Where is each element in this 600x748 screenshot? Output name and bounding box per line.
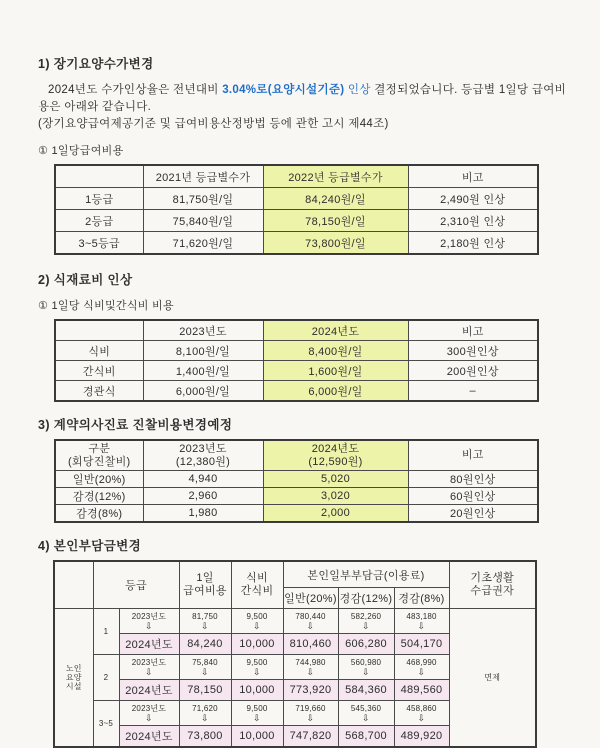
header-line: 1일 bbox=[196, 572, 214, 584]
row-label: 1등급 bbox=[55, 188, 143, 210]
header-grade: 등급 bbox=[93, 561, 179, 609]
section1-title: 1) 장기요양수가변경 bbox=[38, 57, 154, 71]
facility-line: 노인 bbox=[65, 664, 82, 673]
value-2024: 3,020 bbox=[263, 488, 408, 505]
header-2024: 2024년도 bbox=[263, 320, 408, 341]
year-cell: 2024년도 bbox=[119, 680, 179, 701]
value-2021: 75,840원/일 bbox=[143, 210, 263, 232]
row-label: 경관식 bbox=[55, 381, 143, 402]
value-daily: 75,840 ⇩ bbox=[179, 655, 231, 680]
value-2023: 8,100원/일 bbox=[143, 341, 263, 361]
value-remark: 2,310원 인상 bbox=[408, 210, 538, 232]
table-row-grade3to5 bbox=[55, 232, 538, 255]
header-remark: 비고 bbox=[408, 165, 538, 188]
header-line: (12,380원) bbox=[175, 455, 231, 468]
value-general20: 780,440 ⇩ bbox=[283, 609, 338, 634]
section1-note: (장기요양급여제공기준 및 급여비용산정방법 등에 관한 고시 제44조) bbox=[38, 118, 389, 130]
value-remark: 60원인상 bbox=[408, 488, 538, 505]
header-copayment: 본인일부부담금(이용료) bbox=[283, 561, 449, 588]
table-row-reduced12 bbox=[55, 488, 538, 505]
row-label: 2등급 bbox=[55, 210, 143, 232]
header-line: 급여비용 bbox=[183, 585, 227, 597]
value-reduced8: 489,560 bbox=[394, 680, 449, 701]
value-general20: 810,460 bbox=[283, 634, 338, 655]
section-care-fee-change bbox=[38, 54, 570, 255]
value-2021: 81,750원/일 bbox=[143, 188, 263, 210]
header-general20: 일반(20%) bbox=[283, 588, 338, 609]
header-line: 수급권자 bbox=[470, 585, 515, 597]
row-label: 식비 bbox=[55, 341, 143, 361]
header-2023 bbox=[143, 440, 263, 471]
year-label: 2023년도 bbox=[131, 657, 167, 667]
value-general20: 719,660 ⇩ bbox=[283, 701, 338, 726]
down-arrow-icon: ⇩ bbox=[417, 666, 426, 677]
value-2023: 1,980 bbox=[143, 505, 263, 523]
header-line: 식비 bbox=[246, 572, 268, 584]
table-row-meal bbox=[55, 341, 538, 361]
table-header-row bbox=[55, 440, 538, 471]
year-cell bbox=[119, 609, 179, 634]
down-arrow-icon: ⇩ bbox=[362, 620, 370, 631]
year-cell bbox=[119, 701, 179, 726]
row-label: 감경(8%) bbox=[55, 505, 143, 523]
copayment-table bbox=[53, 560, 537, 748]
value-daily: 78,150 bbox=[179, 680, 231, 701]
section1-sublabel: ① 1일당급여비용 bbox=[38, 145, 124, 157]
value-meal: 10,000 bbox=[231, 726, 283, 748]
header-2024 bbox=[263, 440, 408, 471]
section-copayment-change bbox=[38, 536, 570, 748]
value-daily: 81,750 ⇩ bbox=[179, 609, 231, 634]
facility-line: 요양 bbox=[65, 673, 82, 682]
section3-title: 3) 계약의사진료 진찰비용변경예정 bbox=[38, 418, 233, 432]
table-header-row1 bbox=[54, 561, 536, 588]
down-arrow-icon: ⇩ bbox=[253, 620, 261, 631]
value-remark: 2,490원 인상 bbox=[408, 188, 538, 210]
header-meal-snack bbox=[231, 561, 283, 609]
header-remark: 비고 bbox=[408, 440, 538, 471]
value-meal: 9,500 ⇩ bbox=[231, 655, 283, 680]
value-2024: 5,020 bbox=[263, 471, 408, 488]
value-remark: 20원인상 bbox=[408, 505, 538, 523]
header-2022: 2022년 등급별수가 bbox=[263, 165, 408, 188]
section1-paragraph-line1 bbox=[38, 82, 570, 99]
increase-highlight: 인상 bbox=[344, 84, 371, 96]
value-remark: 200원인상 bbox=[408, 361, 538, 381]
year-cell bbox=[119, 655, 179, 680]
value-2024: 6,000원/일 bbox=[263, 381, 408, 402]
value-reduced8: 458,860 ⇩ bbox=[394, 701, 449, 726]
down-arrow-icon: ⇩ bbox=[201, 666, 209, 677]
value-reduced12: 584,360 bbox=[338, 680, 394, 701]
down-arrow-icon: ⇩ bbox=[306, 712, 315, 723]
value-general20: 747,820 bbox=[283, 726, 338, 748]
table-row-grade1 bbox=[55, 188, 538, 210]
section2-title: 2) 식재료비 인상 bbox=[38, 273, 133, 287]
facility-label bbox=[54, 609, 93, 748]
value-2023: 1,400원/일 bbox=[143, 361, 263, 381]
value-remark: – bbox=[408, 381, 538, 402]
value-2023: 2,960 bbox=[143, 488, 263, 505]
value-reduced12: 568,700 bbox=[338, 726, 394, 748]
header-line: (12,590원) bbox=[308, 455, 363, 468]
grade-cell: 2 bbox=[93, 655, 119, 701]
header-remark: 비고 bbox=[408, 320, 538, 341]
value-reduced8: 504,170 bbox=[394, 634, 449, 655]
header-category bbox=[55, 440, 143, 471]
value-2021: 71,620원/일 bbox=[143, 232, 263, 255]
value-reduced8: 468,990 ⇩ bbox=[394, 655, 449, 680]
header-empty bbox=[54, 561, 93, 609]
down-arrow-icon: ⇩ bbox=[362, 712, 370, 723]
value-2023: 6,000원/일 bbox=[143, 381, 263, 402]
rate-highlight: 3.04%로(요양시설기준) bbox=[222, 84, 345, 96]
value-reduced8: 489,920 bbox=[394, 726, 449, 748]
down-arrow-icon: ⇩ bbox=[201, 712, 209, 723]
value-daily: 73,800 bbox=[179, 726, 231, 748]
down-arrow-icon: ⇩ bbox=[417, 712, 426, 723]
section-doctor-exam-fee bbox=[38, 415, 570, 523]
grade-cell: 1 bbox=[93, 609, 119, 655]
value-2023: 4,940 bbox=[143, 471, 263, 488]
value-general20: 773,920 bbox=[283, 680, 338, 701]
down-arrow-icon: ⇩ bbox=[306, 620, 315, 631]
value-meal: 9,500 ⇩ bbox=[231, 609, 283, 634]
table-header-row bbox=[55, 320, 538, 341]
header-reduced12: 경감(12%) bbox=[338, 588, 394, 609]
value-remark: 2,180원 인상 bbox=[408, 232, 538, 255]
header-line: 구분 bbox=[88, 442, 111, 455]
meal-cost-table bbox=[54, 319, 539, 402]
table-row-tube-feeding bbox=[55, 381, 538, 402]
header-line: (회당진찰비) bbox=[67, 455, 131, 468]
section-food-cost bbox=[38, 270, 570, 402]
header-basic-recipient bbox=[449, 561, 536, 609]
value-reduced12: 545,360 ⇩ bbox=[338, 701, 394, 726]
daily-benefit-table bbox=[54, 164, 539, 255]
value-2024: 1,600원/일 bbox=[263, 361, 408, 381]
down-arrow-icon: ⇩ bbox=[417, 620, 426, 631]
row-label: 간식비 bbox=[55, 361, 143, 381]
header-line: 2024년도 bbox=[311, 442, 360, 455]
down-arrow-icon: ⇩ bbox=[362, 666, 370, 677]
year-cell: 2024년도 bbox=[119, 634, 179, 655]
down-arrow-icon: ⇩ bbox=[145, 620, 153, 631]
down-arrow-icon: ⇩ bbox=[306, 666, 315, 677]
header-line: 간식비 bbox=[240, 585, 274, 597]
value-reduced8: 483,180 ⇩ bbox=[394, 609, 449, 634]
down-arrow-icon: ⇩ bbox=[253, 666, 261, 677]
section1-paragraph-line2: 용은 아래와 같습니다. bbox=[38, 101, 152, 113]
facility-line: 시설 bbox=[65, 682, 82, 691]
para-text: 2024년도 수가인상율은 전년대비 bbox=[48, 84, 223, 96]
value-daily: 84,240 bbox=[179, 634, 231, 655]
value-reduced12: 560,980 ⇩ bbox=[338, 655, 394, 680]
table-row-grade2 bbox=[55, 210, 538, 232]
down-arrow-icon: ⇩ bbox=[253, 712, 261, 723]
header-line: 기초생활 bbox=[470, 572, 515, 584]
row-grade1-2023 bbox=[54, 609, 536, 634]
down-arrow-icon: ⇩ bbox=[201, 620, 209, 631]
header-reduced8: 경감(8%) bbox=[394, 588, 449, 609]
year-cell: 2024년도 bbox=[119, 726, 179, 748]
value-2022: 84,240원/일 bbox=[263, 188, 408, 210]
year-label: 2023년도 bbox=[131, 703, 167, 713]
header-2023: 2023년도 bbox=[143, 320, 263, 341]
value-2022: 73,800원/일 bbox=[263, 232, 408, 255]
down-arrow-icon: ⇩ bbox=[145, 712, 153, 723]
table-row-snack bbox=[55, 361, 538, 381]
value-reduced12: 606,280 bbox=[338, 634, 394, 655]
header-2021: 2021년 등급별수가 bbox=[143, 165, 263, 188]
value-reduced12: 582,260 ⇩ bbox=[338, 609, 394, 634]
header-daily-benefit bbox=[179, 561, 231, 609]
table-row-general bbox=[55, 471, 538, 488]
row-label: 일반(20%) bbox=[55, 471, 143, 488]
table-row-reduced8 bbox=[55, 505, 538, 523]
value-2024: 8,400원/일 bbox=[263, 341, 408, 361]
exam-fee-table bbox=[54, 439, 539, 523]
down-arrow-icon: ⇩ bbox=[145, 666, 153, 677]
value-remark: 80원인상 bbox=[408, 471, 538, 488]
table-header-row bbox=[55, 165, 538, 188]
header-empty bbox=[55, 165, 143, 188]
exempt-cell: 면제 bbox=[449, 609, 536, 748]
header-line: 2023년도 bbox=[179, 442, 227, 455]
value-remark: 300원인상 bbox=[408, 341, 538, 361]
section4-title: 4) 본인부담금변경 bbox=[38, 539, 142, 553]
value-meal: 9,500 ⇩ bbox=[231, 701, 283, 726]
row-label: 3~5등급 bbox=[55, 232, 143, 255]
grade-cell: 3~5 bbox=[93, 701, 119, 748]
value-meal: 10,000 bbox=[231, 634, 283, 655]
header-empty bbox=[55, 320, 143, 341]
value-daily: 71,620 ⇩ bbox=[179, 701, 231, 726]
value-general20: 744,980 ⇩ bbox=[283, 655, 338, 680]
section2-sublabel: ① 1일당 식비및간식비 비용 bbox=[38, 300, 174, 312]
value-2022: 78,150원/일 bbox=[263, 210, 408, 232]
year-label: 2023년도 bbox=[131, 611, 167, 621]
row-label: 감경(12%) bbox=[55, 488, 143, 505]
value-2024: 2,000 bbox=[263, 505, 408, 523]
value-meal: 10,000 bbox=[231, 680, 283, 701]
para-text: 결정되었습니다. 등급별 1일당 급여비 bbox=[370, 84, 567, 96]
